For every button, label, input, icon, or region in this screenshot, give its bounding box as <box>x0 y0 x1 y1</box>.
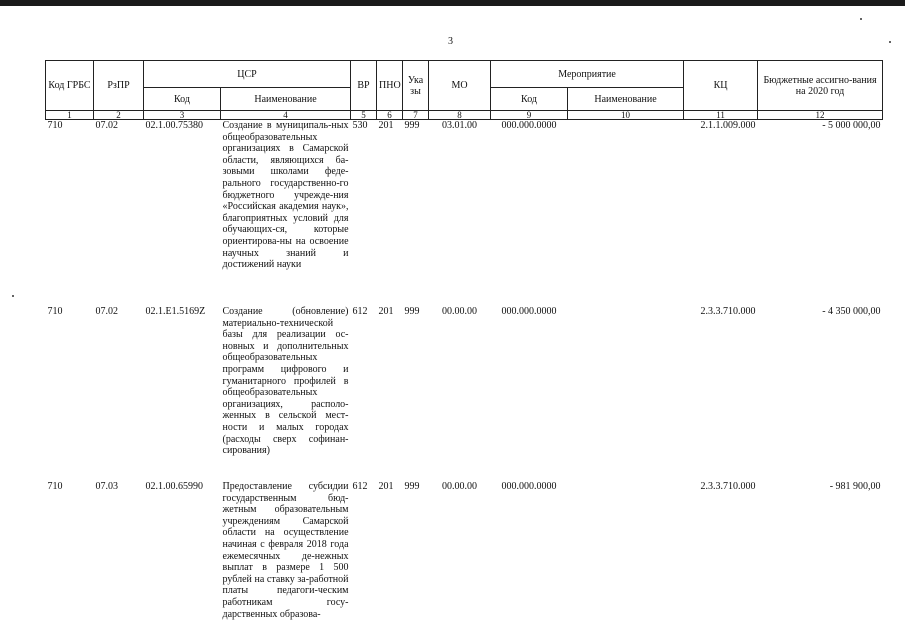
column-number: 12 <box>758 111 883 120</box>
column-number: 10 <box>568 111 684 120</box>
column-number: 6 <box>377 111 403 120</box>
column-number: 11 <box>684 111 758 120</box>
cell-mer-code: 000.000.0000 <box>501 306 557 317</box>
cell-vr: 530 <box>352 120 368 131</box>
cell-name: Предоставление субсидии государственным бюд-жетным образовательным учреждениям Самарской области на осуществление начиная с февраля 2018 года ежемесячных де-нежных выплат в размере 1 500 рублей на ставку за-работной платы педагоги-ческим работникам госу-дарственных образова- <box>222 481 349 620</box>
cell-pno: 201 <box>378 306 394 317</box>
header-mo: МО <box>429 61 491 111</box>
column-number: 5 <box>351 111 377 120</box>
column-number: 3 <box>144 111 221 120</box>
cell-mer-name <box>568 469 684 631</box>
cell-kc: 2.3.3.710.000 <box>700 481 756 492</box>
cell-rzpr: 07.02 <box>95 120 118 131</box>
column-number: 2 <box>94 111 144 120</box>
cell-ukazy: 999 <box>404 120 420 131</box>
cell-name: Создание в муниципаль-ных общеобразовательных организациях в Самарской области, являющихся ба-зовыми школами феде-рального государственно-го бюджетного учрежде-ния «Российская академия наук», благоприятных условий для обучающих-ся, которые ориентирова-ны на освоение научных знаний и достижений науки <box>222 120 349 271</box>
header-csr-name: Наименование <box>221 88 351 111</box>
scan-speck <box>889 41 891 43</box>
cell-grbs: 710 <box>47 120 63 131</box>
scan-speck <box>860 18 862 20</box>
scan-speck <box>12 295 14 297</box>
header-pno: ПНО <box>377 61 403 111</box>
cell-vr: 612 <box>352 306 368 317</box>
cell-mo: 03.01.00 <box>442 120 478 131</box>
cell-pno: 201 <box>378 120 394 131</box>
column-number: 8 <box>429 111 491 120</box>
header-ukazy: Ука зы <box>403 61 429 111</box>
header-csr-kod: Код <box>144 88 221 111</box>
cell-grbs: 710 <box>47 481 63 492</box>
header-vr: ВР <box>351 61 377 111</box>
cell-kc: 2.1.1.009.000 <box>700 120 756 131</box>
cell-rzpr: 07.03 <box>95 481 118 492</box>
column-number: 7 <box>403 111 429 120</box>
cell-kc: 2.3.3.710.000 <box>700 306 756 317</box>
cell-csr-code: 02.1.00.75380 <box>145 120 203 131</box>
cell-ukazy: 999 <box>404 306 420 317</box>
cell-mo: 00.00.00 <box>442 481 478 492</box>
cell-pno: 201 <box>378 481 394 492</box>
header-budget: Бюджетные ассигно-вания на 2020 год <box>758 61 883 111</box>
cell-ukazy: 999 <box>404 481 420 492</box>
cell-vr: 612 <box>352 481 368 492</box>
header-meropriyatie: Мероприятие <box>491 61 684 88</box>
cell-mer-name <box>568 292 684 469</box>
header-mer-name: Наименование <box>568 88 684 111</box>
header-csr: ЦСР <box>144 61 351 88</box>
header-mer-kod: Код <box>491 88 568 111</box>
table-row <box>46 292 883 469</box>
cell-amount: - 5 000 000,00 <box>822 120 881 131</box>
cell-csr-code: 02.1.E1.5169Z <box>145 306 206 317</box>
header-rzpr: РзПР <box>94 61 144 111</box>
table-row <box>46 469 883 631</box>
cell-mer-name <box>568 120 684 293</box>
cell-mer-code: 000.000.0000 <box>501 481 557 492</box>
cell-name: Создание (обновление) материально-технической базы для реализации ос-новных и дополнительных общеобразовательных программ цифрового и гуманитарного профилей в общеобразовательных организациях, располо-женных в сельской мест-ности и малых городах (расходы сверх софинан-сирования) <box>222 306 349 457</box>
table-row <box>46 120 883 293</box>
column-number: 1 <box>46 111 94 120</box>
cell-rzpr: 07.02 <box>95 306 118 317</box>
cell-grbs: 710 <box>47 306 63 317</box>
scan-top-border <box>0 0 905 6</box>
header-kc: КЦ <box>684 61 758 111</box>
cell-amount: - 4 350 000,00 <box>822 306 881 317</box>
page-number: 3 <box>448 36 453 47</box>
header-kod-grbs: Код ГРБС <box>46 61 94 111</box>
column-number: 9 <box>491 111 568 120</box>
cell-amount: - 981 900,00 <box>829 481 881 492</box>
column-number: 4 <box>221 111 351 120</box>
cell-csr-code: 02.1.00.65990 <box>145 481 203 492</box>
budget-table <box>45 60 883 631</box>
cell-mer-code: 000.000.0000 <box>501 120 557 131</box>
cell-mo: 00.00.00 <box>442 306 478 317</box>
column-number-row <box>46 111 883 120</box>
